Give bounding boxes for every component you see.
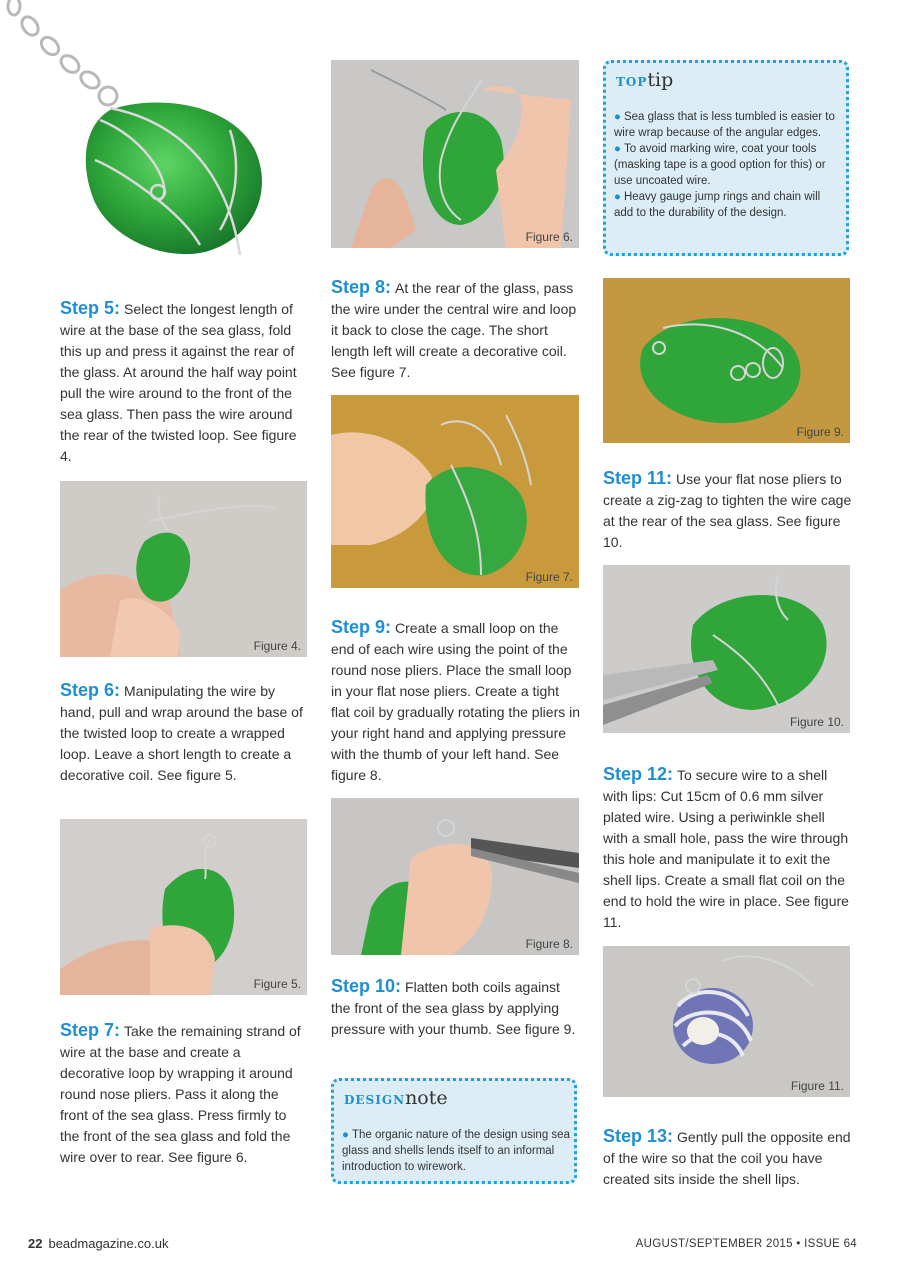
design-note-item: ● The organic nature of the design using sea glass and shells lends itself to an informal introduction to wirework. [342, 1129, 570, 1173]
figure-7-photo [331, 395, 579, 588]
step-8 [331, 277, 581, 383]
step-11-number: Step 11: [603, 468, 673, 488]
design-note-heading-big: note [405, 1087, 448, 1109]
footer-left [28, 1236, 168, 1251]
issue-label: AUGUST/SEPTEMBER 2015 • ISSUE 64 [635, 1238, 857, 1250]
step-5-number: Step 5: [60, 298, 121, 318]
step-10 [331, 976, 581, 1040]
figure-5-photo [60, 819, 307, 995]
step-9-number: Step 9: [331, 617, 392, 637]
step-6-text: Manipulating the wire by hand, pull and wrap around the base of the twisted loop to create a wrapped loop. Leave a short length to create a decorative coil. See figure 5. [60, 683, 303, 783]
figure-5-caption: Figure 5. [253, 977, 301, 991]
step-9-text: Create a small loop on the end of each wire using the point of the round nose pliers. Place the small loop in your flat nose pliers. Create a tight flat coil by gradually rotating the pliers in your right hand and applying pressure with the thumb of your left hand. See figure 8. [331, 620, 581, 783]
site-link[interactable]: beadmagazine.co.uk [48, 1236, 169, 1251]
figure-4-photo [60, 481, 307, 657]
figure-10-photo [603, 565, 850, 733]
page-number: 22 [28, 1236, 43, 1251]
step-13-number: Step 13: [603, 1126, 674, 1146]
figure-9-caption: Figure 9. [796, 425, 844, 439]
top-tip-heading-small: TOP [616, 75, 648, 89]
step-7-number: Step 7: [60, 1020, 121, 1040]
design-note-box [331, 1078, 577, 1184]
figure-9-photo [603, 278, 850, 443]
step-10-number: Step 10: [331, 976, 402, 996]
step-7 [60, 1020, 308, 1168]
step-8-text: At the rear of the glass, pass the wire under the central wire and loop it back to close the cage. The short length left will create a decorative coil. See figure 7. [331, 280, 577, 380]
figure-4-caption: Figure 4. [253, 639, 301, 653]
step-11-text: Use your flat nose pliers to create a zig-zag to tighten the wire cage at the rear of the sea glass. See figure 10. [603, 471, 852, 550]
step-11 [603, 468, 853, 553]
figure-6-caption: Figure 6. [525, 230, 573, 244]
step-10-text: Flatten both coils against the front of the sea glass by applying pressure with your thumb. See figure 9. [331, 979, 576, 1037]
step-13 [603, 1126, 853, 1190]
hero-pendant-image [0, 0, 300, 275]
design-note-heading-small: DESIGN [344, 1093, 406, 1107]
figure-7-caption: Figure 7. [525, 570, 573, 584]
figure-10-caption: Figure 10. [789, 715, 844, 729]
step-9 [331, 617, 581, 786]
top-tip-item: ● Sea glass that is less tumbled is easier to wire wrap because of the angular edges. [614, 111, 835, 139]
step-13-text: Gently pull the opposite end of the wire so that the coil you have created sits inside the shell lips. [603, 1129, 851, 1187]
top-tip-heading [616, 69, 673, 91]
top-tip-heading-big: tip [647, 69, 674, 91]
step-5 [60, 298, 308, 467]
step-12-number: Step 12: [603, 764, 674, 784]
figure-11-photo [603, 946, 850, 1097]
figure-11-caption: Figure 11. [790, 1079, 844, 1093]
figure-6-photo [331, 60, 579, 248]
design-note-heading [344, 1087, 448, 1109]
step-6 [60, 680, 308, 786]
top-tip-item: ● Heavy gauge jump rings and chain will add to the durability of the design. [614, 191, 821, 219]
step-5-text: Select the longest length of wire at the base of the sea glass, fold this up and press it against the rear of the glass. At around the half way point pull the wire around to the front of the sea glass. Then pass the wire around the rear of the twisted loop. See figure 4. [60, 301, 297, 464]
step-12 [603, 764, 853, 933]
top-tip-box [603, 60, 849, 256]
figure-8-photo [331, 798, 579, 955]
step-6-number: Step 6: [60, 680, 121, 700]
top-tip-item: ● To avoid marking wire, coat your tools (masking tape is a good option for this) or use uncoated wire. [614, 143, 826, 187]
step-8-number: Step 8: [331, 277, 392, 297]
step-12-text: To secure wire to a shell with lips: Cut 15cm of 0.6 mm silver plated wire. Using a periwinkle shell with a small hole, pass the wire through this hole and manipulate it to exit the shell lips. Create a small flat coil on the end to hold the wire in place. See figure 11. [603, 767, 849, 930]
figure-8-caption: Figure 8. [525, 937, 573, 951]
step-7-text: Take the remaining strand of wire at the base and create a decorative loop by wrapping it around round nose pliers. Pass it along the front of the sea glass. Press firmly to the front of the sea glass and fold the wire over to rear. See figure 6. [60, 1023, 301, 1165]
